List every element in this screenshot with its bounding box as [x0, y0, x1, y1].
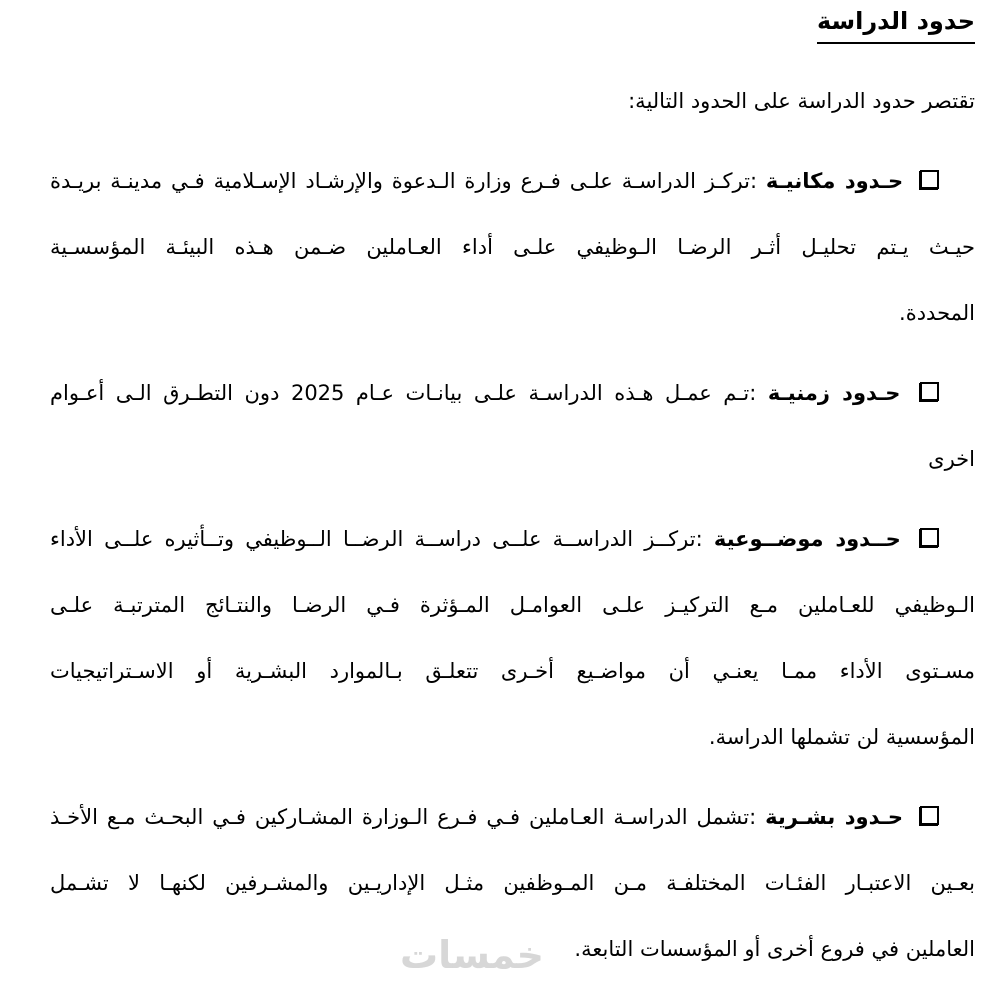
bullet-temporal-limits [50, 360, 975, 492]
bullet-label: حـدود بشـرية [765, 805, 904, 830]
bullet-thematic-limits [50, 506, 975, 770]
bullet-line: المحددة. [899, 301, 975, 326]
checkbox-bullet-icon [920, 382, 939, 401]
page-title: حدود الدراسة [817, 6, 975, 44]
bullet-text: :تـم عمـل هـذه الدراسـة علـى بيانـات عـام 2025 دون التطـرق الـى أعـوام [50, 381, 757, 406]
bullet-line [50, 360, 975, 426]
checkbox-bullet-icon [920, 170, 939, 189]
watermark-logo: خمسات [400, 933, 544, 977]
bullet-text: :تشمل الدراسـة العـاملين فـي فـرع الـوزارة المشـاركين فـي البحـث مـع الأخـذ [50, 805, 757, 830]
bullet-line: بعـين الاعتبـار الفئـات المختلفـة مـن المـوظفين مثـل الإداريـين والمشـرفين لكنهـا لا تشـمل [50, 871, 975, 896]
bullet-text: :تركـز الدراسـة علـى فـرع وزارة الـدعوة والإرشـاد الإسـلامية فـي مدينـة بريـدة [50, 169, 758, 194]
bullet-line: مسـتوى الأداء ممـا يعنـي أن مواضـيع أخـرى تتعلـق بـالموارد البشـرية أو الاسـتراتيجيات [50, 659, 975, 684]
bullet-label: حــدود موضــوعية [713, 527, 901, 552]
bullet-line: اخرى [928, 447, 975, 472]
bullet-line [50, 506, 975, 572]
bullet-spatial-limits [50, 148, 975, 346]
checkbox-bullet-icon [920, 806, 939, 825]
bullet-line [50, 784, 975, 850]
bullet-line: العاملين في فروع أخرى أو المؤسسات التابعة. [574, 937, 975, 962]
intro-text: تقتصر حدود الدراسة على الحدود التالية: [628, 89, 975, 114]
bullet-text: :تركــز الدراســة علــى دراســة الرضــا الــوظيفي وتــأثيره علــى الأداء [50, 527, 703, 552]
title-row [50, 6, 975, 44]
checkbox-bullet-icon [920, 528, 939, 547]
bullet-label: حـدود زمنيـة [767, 381, 901, 406]
bullet-line [50, 148, 975, 214]
bullet-label: حـدود مكانيـة [765, 169, 904, 194]
bullet-line: الـوظيفي للعـاملين مـع التركيـز علـى العوامـل المـؤثرة فـي الرضـا والنتـائج المترتبـة علـى [50, 593, 975, 618]
bullet-line: المؤسسية لن تشملها الدراسة. [708, 725, 975, 750]
bullet-line: حيـث يـتم تحليـل أثـر الرضـا الـوظيفي علـى أداء العـاملين ضـمن هـذه البيئـة المؤسسـية [50, 235, 975, 260]
